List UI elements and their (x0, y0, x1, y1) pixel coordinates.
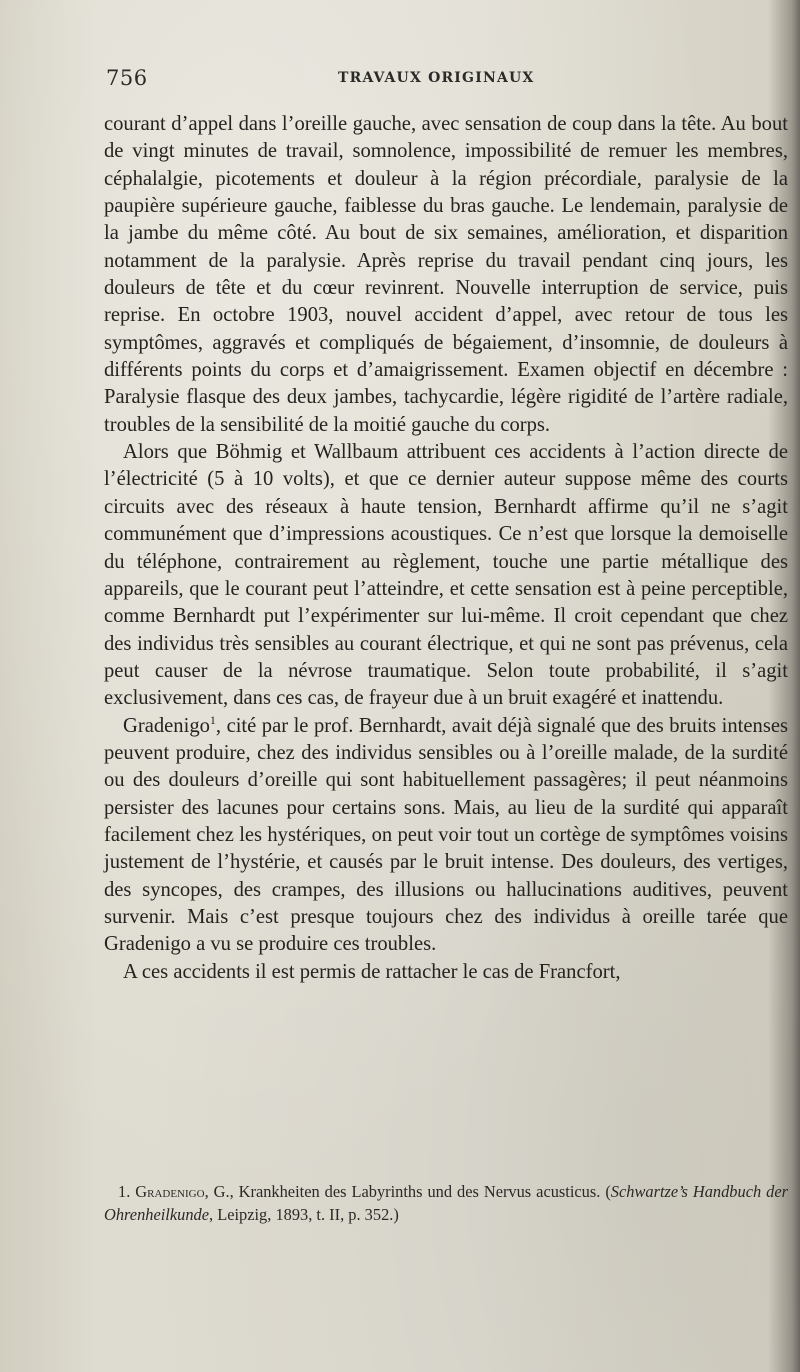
footnote-number: 1. (118, 1182, 131, 1201)
footnote-text-2: , Leipzig, 1893, t. II, p. 352.) (209, 1205, 399, 1224)
paragraph-2: Alors que Böhmig et Wallbaum attribuent ces accidents à l’action directe de l’électricité (5 à 10 volts), et que ce dernier auteur suppose même des courts circuits avec des réseaux à haute tension, Bernhardt affirme qu’il ne s’agit communément que d’impressions acoustiques. Ce n’est que lorsque la demoiselle du téléphone, contrairement au règlement, touche une partie métallique des appareils, que le courant peut l’atteindre, et cette sensation est à peine perceptible, comme Bernhardt put l’expérimenter sur lui-même. Il croit cependant que chez des individus très sensibles au courant électrique, et qui ne sont pas prévenus, cela peut causer de la névrose traumatique. Selon toute probabilité, il s’agit exclusivement, dans ces cas, de frayeur due à un bruit exagéré et inattendu. (104, 441, 788, 710)
paragraph-1: courant d’appel dans l’oreille gauche, avec sensation de coup dans la tête. Au bout de vingt minutes de travail, somnolence, impossibilité de remuer les membres, céphalalgie, picotements et douleur à la région précordiale, paralysie de la paupière supérieure gauche, faiblesse du bras gauche. Le lendemain, paralysie de la jambe du même côté. Au bout de six semaines, amélioration, et disparition notamment de la paralysie. Après reprise du travail pendant cinq jours, les douleurs de tête et du cœur revinrent. Nouvelle interruption de service, puis reprise. En octobre 1903, nouvel accident d’appel, avec retour de tous les symptômes, aggravés et compliqués de bégaiement, d’insomnie, de douleurs à différents points du corps et d’amaigrissement. Examen objectif en décembre : Paralysie flasque des deux jambes, tachycardie, légère rigidité de l’artère radiale, troubles de la sensibilité de la moitié gauche du corps. (104, 113, 788, 436)
footnote-author: Gradenigo (135, 1182, 205, 1201)
page-header (106, 66, 666, 92)
paragraph-3-text: , cité par le prof. Bernhardt, avait déjà signalé que des bruits intenses peuvent produire, chez des individus sensibles ou à l’oreille malade, de la surdité ou des douleurs d’oreille qui sont habituellement passagères; il peut néanmoins persister des lacunes pour certains sons. Mais, au lieu de la surdité qui apparaît facilement chez les hystériques, on peut voir tout un cortège de symptômes voisins justement de l’hystérie, et causés par le bruit intense. Des douleurs, des vertiges, des syncopes, des crampes, des illusions ou hallucinations auditives, peuvent survenir. Mais c’est presque toujours chez des individus à oreille tarée que Gradenigo a vu se produire ces troubles. (104, 714, 788, 956)
footnote-1 (104, 1180, 788, 1226)
running-title: TRAVAUX ORIGINAUX (338, 70, 535, 86)
paragraph-4: A ces accidents il est permis de rattacher le cas de Francfort, (123, 960, 621, 983)
footnote-reference[interactable]: 1 (209, 712, 216, 727)
author-name: Gradenigo (123, 714, 210, 737)
paragraph-3 (104, 713, 788, 959)
footnotes (104, 1180, 788, 1226)
footnote-text-1: , G., Krankheiten des Labyrinths und des Nervus acusticus. ( (204, 1182, 611, 1201)
footnote-source: Schwartze’s Handbuch der Ohrenheilkunde (104, 1182, 788, 1224)
page-number: 756 (106, 66, 148, 90)
body-text (104, 111, 788, 986)
